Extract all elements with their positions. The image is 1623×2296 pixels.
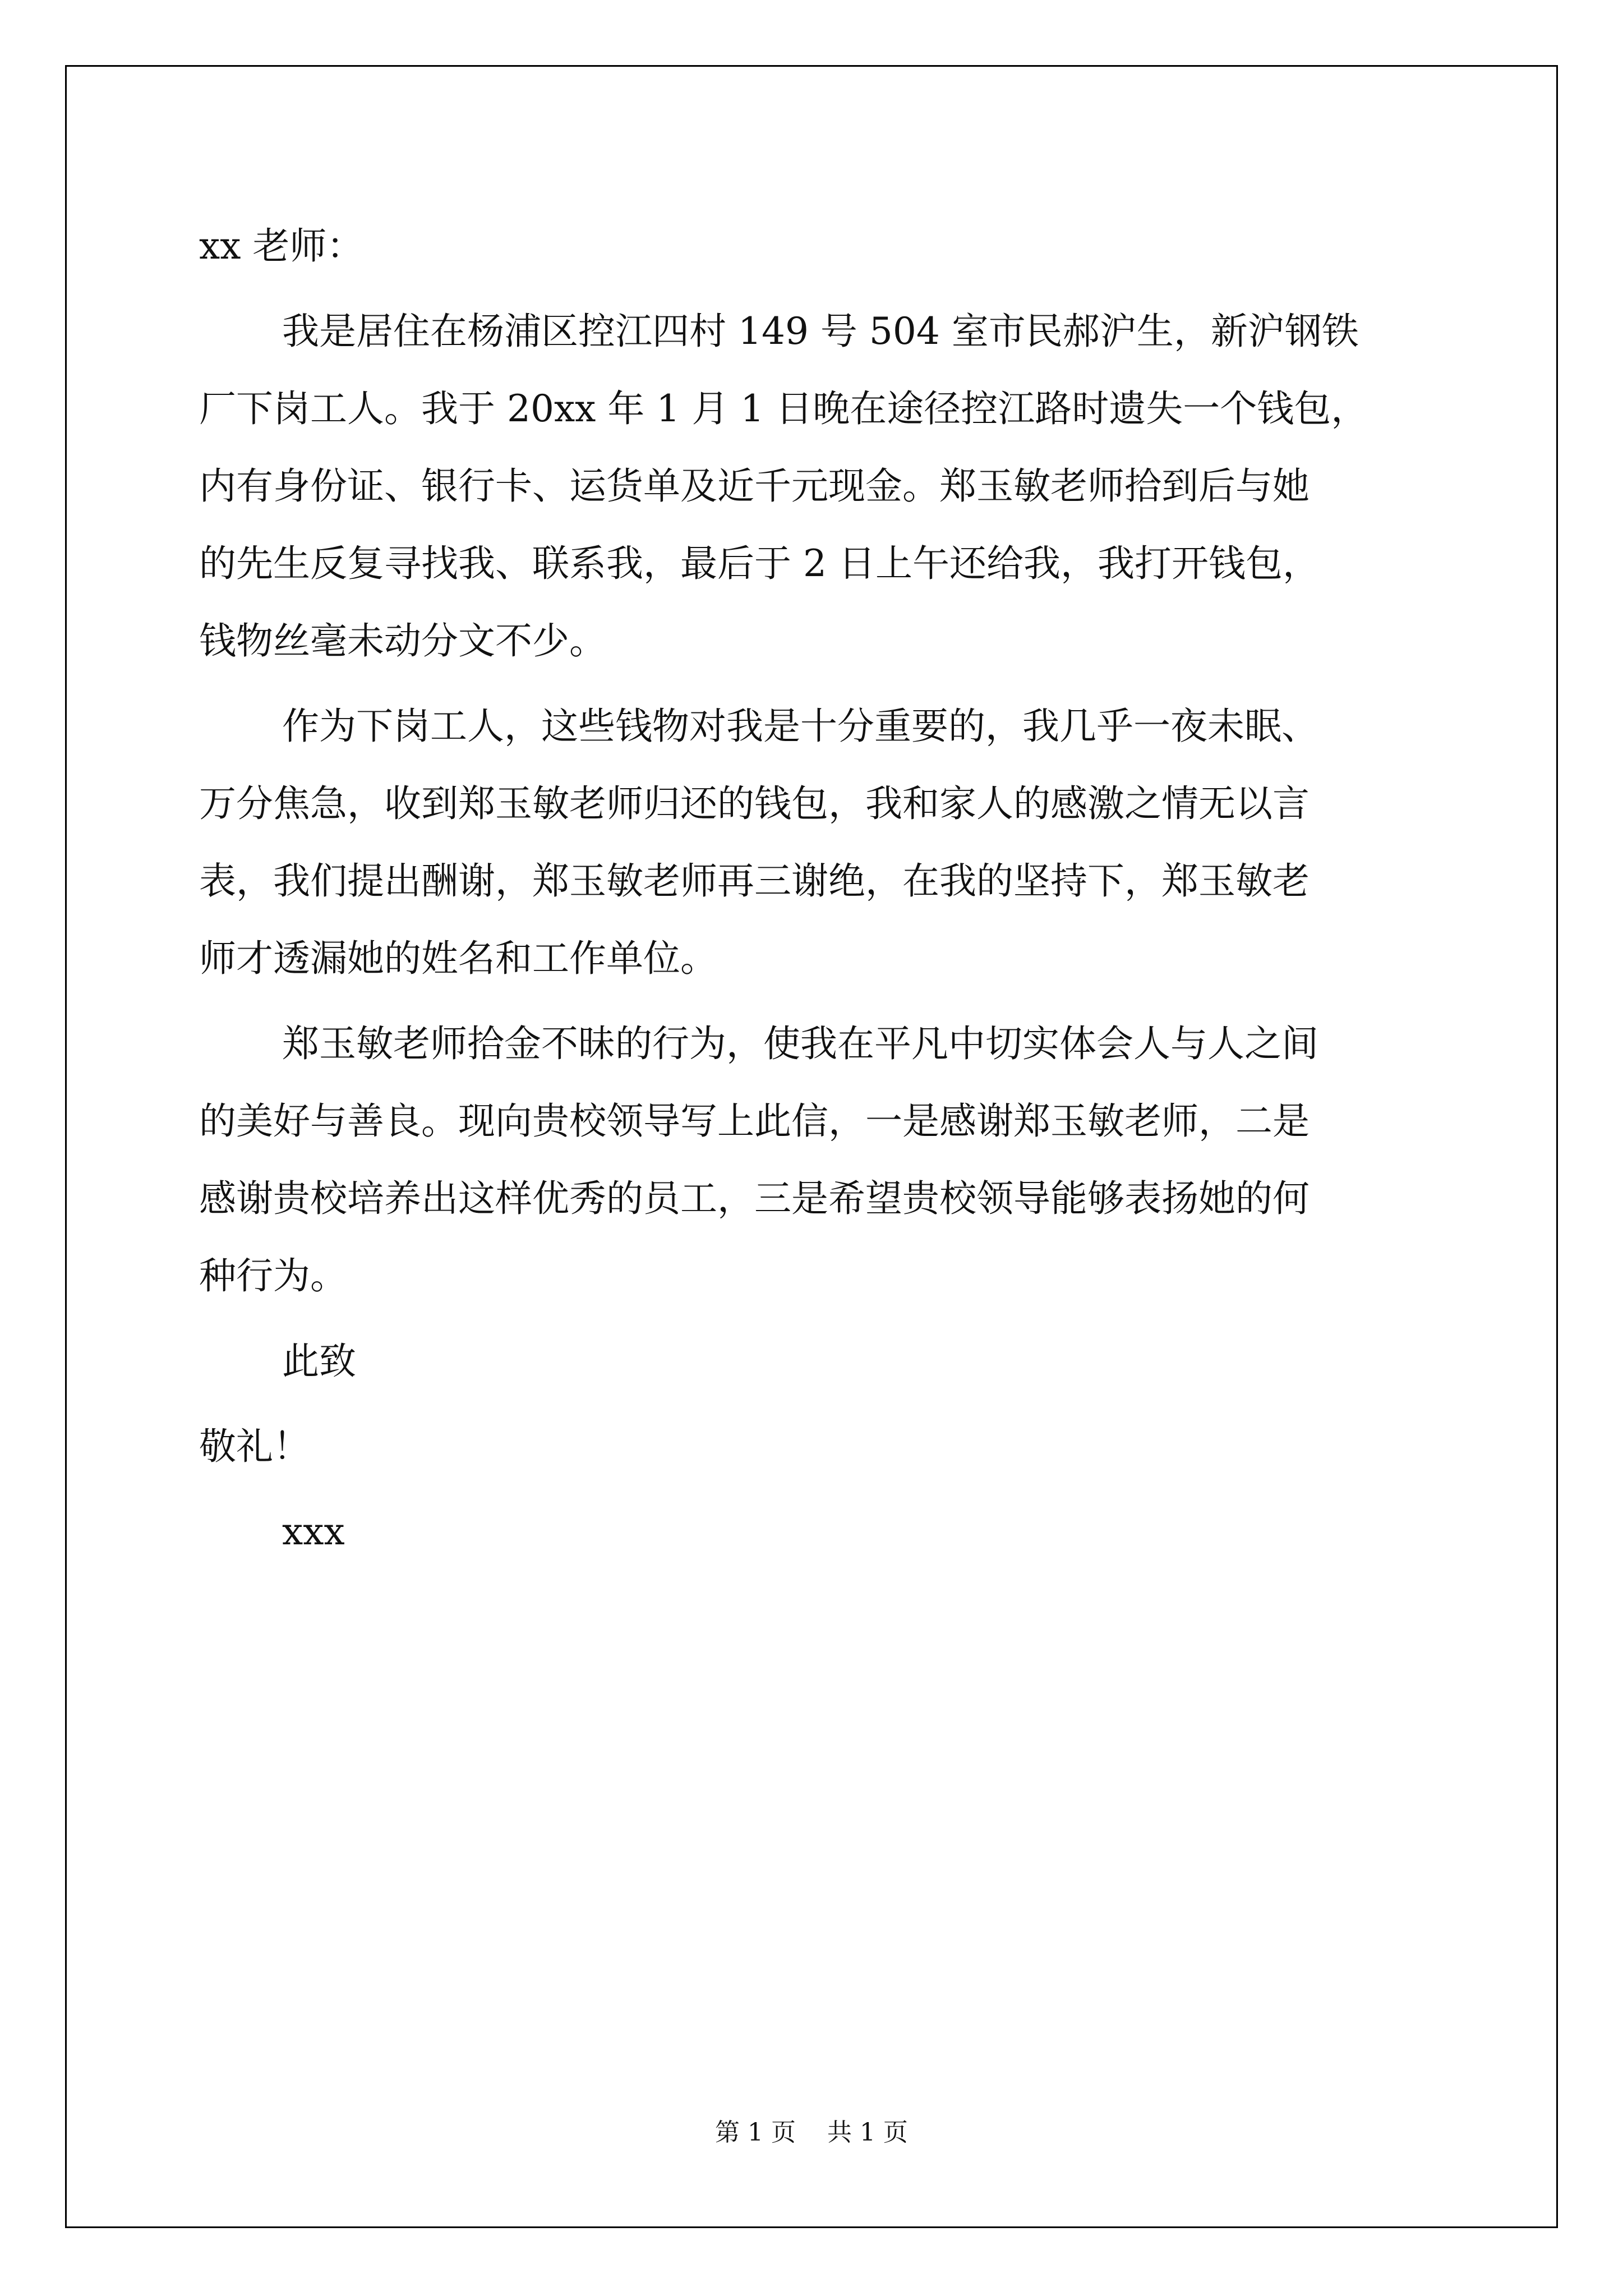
regards: 敬礼！ [199,1425,310,1468]
paragraph-line: 师才透漏她的姓名和工作单位。 [199,937,717,980]
paragraph-line: 作为下岗工人，这些钱物对我是十分重要的，我几乎一夜未眠、 [282,705,1318,748]
paragraph-line: 感谢贵校培养出这样优秀的员工，三是希望贵校领导能够表扬她的何 [199,1177,1310,1220]
salutation: xx 老师： [199,224,364,268]
paragraph-line: 的美好与善良。现向贵校领导写上此信，一是感谢郑玉敏老师，二是 [199,1099,1310,1143]
paragraph-line: 的先生反复寻找我、联系我，最后于 2 日上午还给我，我打开钱包， [199,542,1320,585]
paragraph-1 [199,293,1427,680]
paragraph-line: 郑玉敏老师拾金不昧的行为，使我在平凡中切实体会人与人之间 [282,1022,1318,1065]
letter-body [199,208,1427,1571]
page-footer: 第 1 页 共 1 页 [715,2118,908,2147]
paragraph-line: 厂下岗工人。我于 20xx 年 1 月 1 日晚在途径控江路时遗失一个钱包， [199,387,1368,430]
signature: xxx [282,1510,345,1553]
paragraph-line: 钱物丝毫未动分文不少。 [199,619,606,662]
paragraph-line: 种行为。 [199,1254,347,1297]
paragraph-line: 内有身份证、银行卡、运货单及近千元现金。郑玉敏老师拾到后与她 [199,464,1310,508]
paragraph-line: 万分焦急，收到郑玉敏老师归还的钱包，我和家人的感激之情无以言 [199,782,1310,825]
paragraph-2 [199,688,1427,997]
paragraph-line: 我是居住在杨浦区控江四村 149 号 504 室市民郝沪生，新沪钢铁 [282,310,1359,353]
closing: 此致 [282,1340,356,1383]
paragraph-3 [199,1005,1427,1315]
paragraph-line: 表，我们提出酬谢，郑玉敏老师再三谢绝，在我的坚持下，郑玉敏老 [199,859,1310,903]
